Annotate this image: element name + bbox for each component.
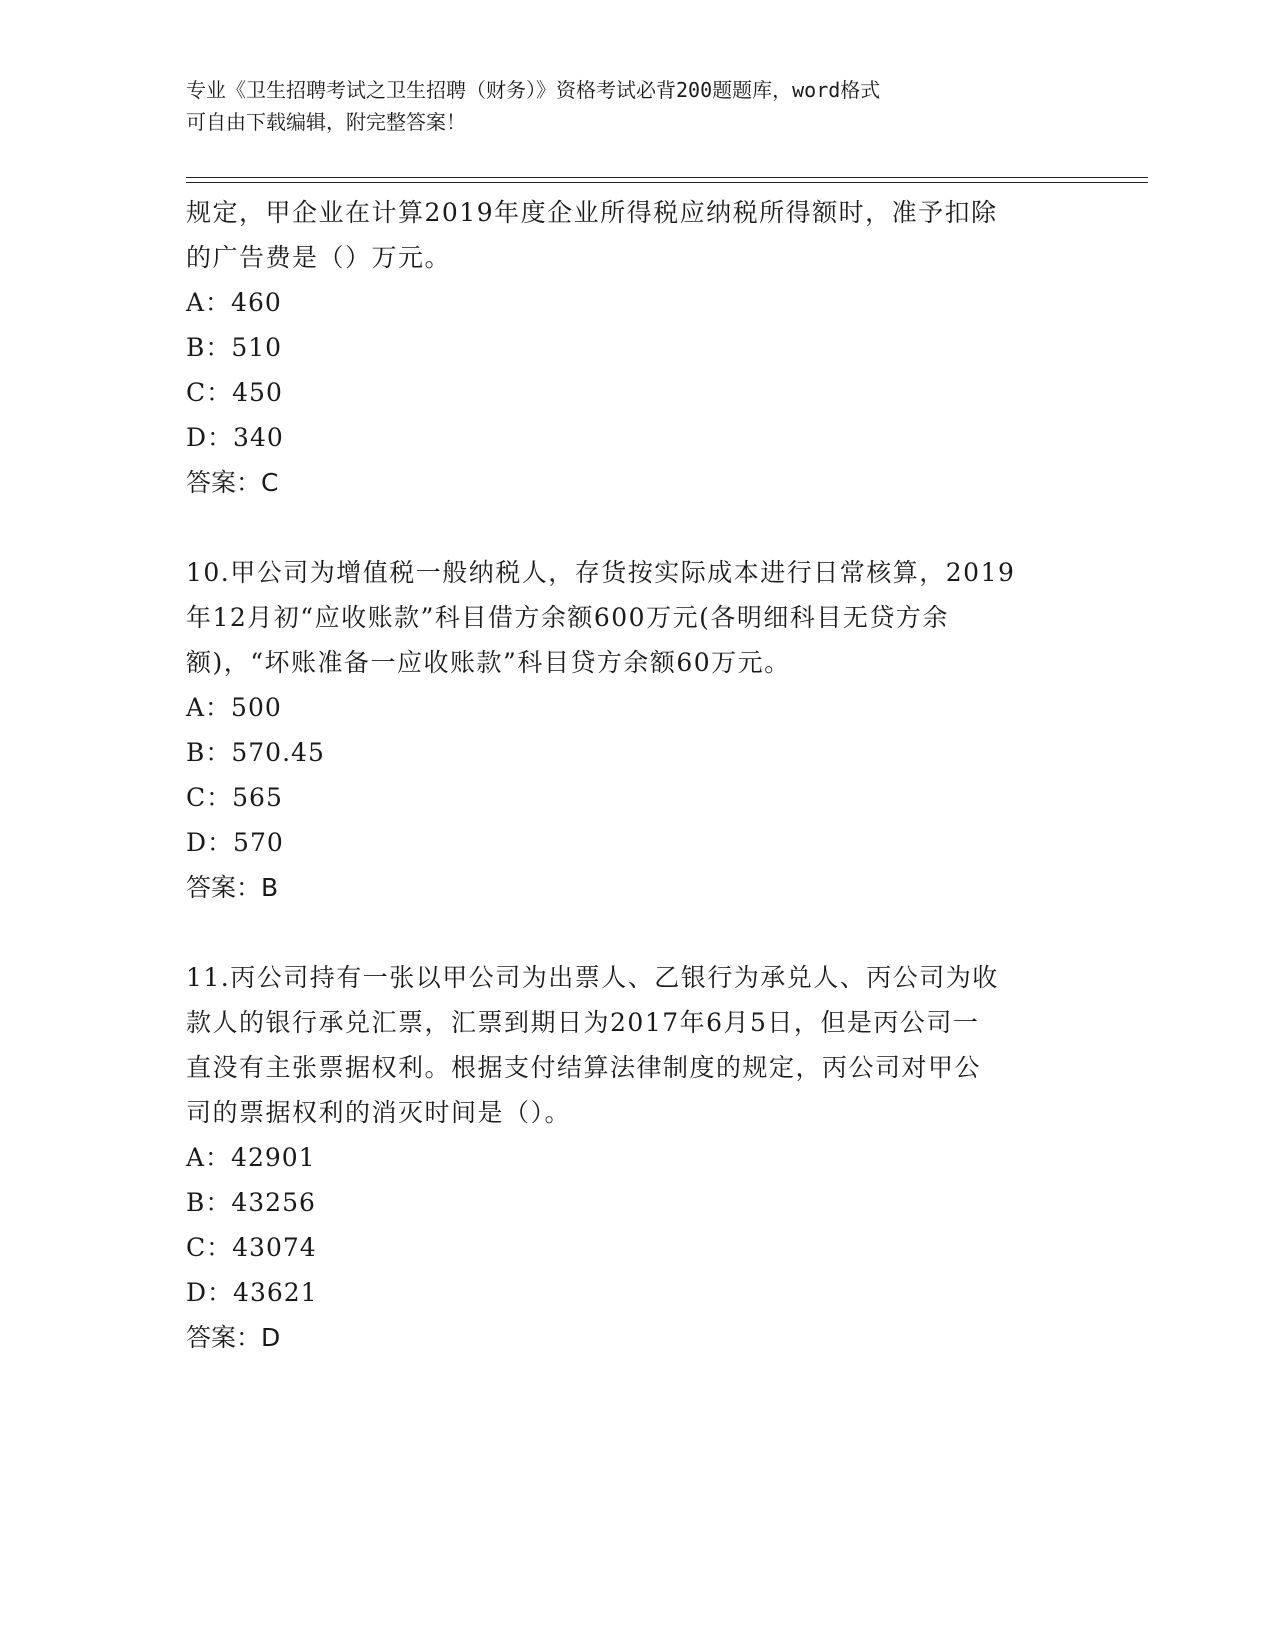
question-11 [186,955,1086,1360]
question-stem-line: 款人的银行承兑汇票，汇票到期日为2017年6月5日，但是丙公司一 [186,1008,980,1037]
option-c: C：565 [186,783,283,812]
option-d: D：340 [186,423,284,452]
answer-line: 答案：B [186,873,279,902]
question-list [186,190,1086,1360]
question-10 [186,550,1086,910]
question-stem-line: 司的票据权利的消灭时间是（）。 [186,1098,572,1127]
answer-line: 答案：D [186,1323,281,1352]
question-stem-line: 额)，“坏账准备一应收账款”科目贷方余额60万元。 [186,648,791,677]
option-b: B：510 [186,333,283,362]
header-divider-top [186,177,1148,178]
answer-line: 答案：C [186,468,279,497]
document-header [186,74,1066,138]
option-c: C：450 [186,378,283,407]
question-stem-line: 的广告费是（）万元。 [186,243,452,272]
header-divider-bottom [186,182,1148,183]
question-stem-line: 规定，甲企业在计算2019年度企业所得税应纳税所得额时，准予扣除 [186,198,998,227]
header-line-1: 专业《卫生招聘考试之卫生招聘（财务）》资格考试必背200题题库，word格式 [186,78,881,102]
option-d: D：43621 [186,1278,318,1307]
option-c: C：43074 [186,1233,317,1262]
question-stem-line: 直没有主张票据权利。根据支付结算法律制度的规定，丙公司对甲公 [186,1053,982,1082]
question-stem-line: 年12月初“应收账款”科目借方余额600万元(各明细科目无贷方余 [186,603,949,632]
header-line-2: 可自由下载编辑，附完整答案！ [186,110,466,134]
option-b: B：570.45 [186,738,325,767]
option-a: A：500 [186,693,282,722]
question-stem-line: 10.甲公司为增值税一般纳税人，存货按实际成本进行日常核算，2019 [186,558,1016,587]
question-stem-line: 11.丙公司持有一张以甲公司为出票人、乙银行为承兑人、丙公司为收 [186,963,999,992]
option-b: B：43256 [186,1188,316,1217]
option-d: D：570 [186,828,284,857]
question-9 [186,190,1086,505]
option-a: A：42901 [186,1143,316,1172]
option-a: A：460 [186,288,282,317]
